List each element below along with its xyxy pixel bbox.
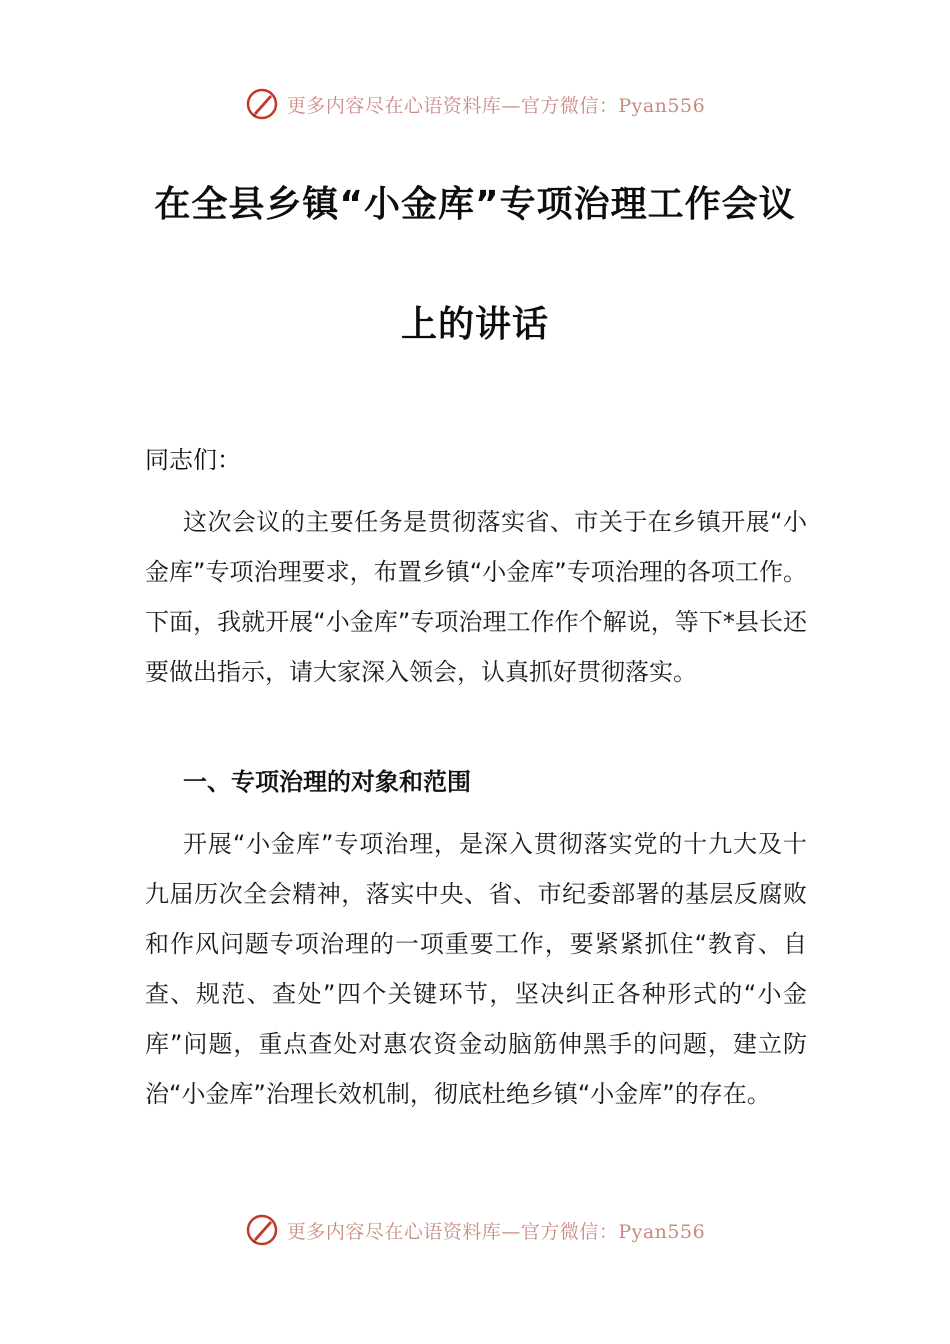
document-title-line-1: 在全县乡镇“小金库”专项治理工作会议 [154,184,796,225]
quill-pen-logo-icon [245,87,279,121]
paragraph-intro: 这次会议的主要任务是贯彻落实省、市关于在乡镇开展“小金库”专项治理要求，布置乡镇“小金库”专项治理的各项工作。下面，我就开展“小金库”专项治理工作作个解说，等下*县长还要做出指示，请大家深入领会，认真抓好贯彻落实。 [145,508,807,686]
footer-watermark [0,1210,950,1250]
salutation: 同志们： [145,446,241,474]
watermark-text: 更多内容尽在心语资料库—官方微信：Pyan556 [286,1220,706,1243]
paragraph-section-1: 开展“小金库”专项治理，是深入贯彻落实党的十九大及十九届历次全会精神，落实中央、省、市纪委部署的基层反腐败和作风问题专项治理的一项重要工作，要紧紧抓住“教育、自查、规范、查处”四个关键环节，坚决纠正各种形式的“小金库”问题，重点查处对惠农资金动脑筋伸黑手的问题，建立防治“小金库”治理长效机制，彻底杜绝乡镇“小金库”的存在。 [145,830,807,1108]
document-title-line-2: 上的讲话 [400,304,549,345]
quill-pen-logo-icon [245,1213,279,1247]
header-watermark [0,84,950,124]
section-heading-1: 一、专项治理的对象和范围 [183,768,471,796]
watermark-text: 更多内容尽在心语资料库—官方微信：Pyan556 [286,94,706,117]
